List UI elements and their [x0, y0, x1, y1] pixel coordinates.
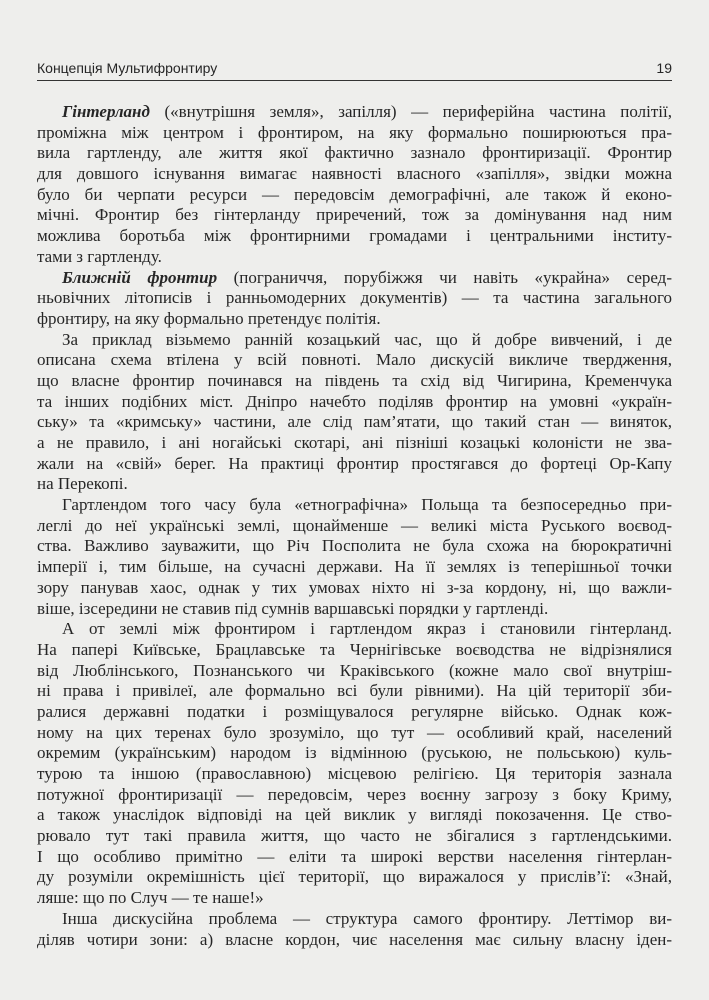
- line-text: а також унаслідок відповіді на цей виклик у вигляді покозачення. Це ство-: [37, 805, 672, 825]
- line-text: фронтиру, на яку формально претендує політія.: [37, 308, 381, 328]
- text-line: [37, 350, 672, 371]
- text-line: [37, 930, 672, 951]
- line-text: Інша дискусійна проблема — структура самого фронтиру. Леттімор ви-: [62, 908, 672, 928]
- text-line: [37, 143, 672, 164]
- line-text: потужної фронтиризації — передовсім, через воєнну загрозу з боку Криму,: [37, 784, 672, 804]
- text-line: [37, 288, 672, 309]
- line-text: що власне фронтир починався на південь та схід від Чигирина, Кременчука: [37, 370, 672, 390]
- line-text: жали на «свій» берег. На практиці фронтир простягався до фортеці Ор-Капу: [37, 453, 672, 473]
- text-line: [37, 536, 672, 557]
- line-text: ства. Важливо зауважити, що Річ Посполита не була схожа на бюрократичні: [37, 536, 672, 556]
- line-text: а не правило, і ані ногайські скотарі, ані пізніші козацькі колоністи не зва-: [37, 433, 672, 452]
- text-line: [37, 454, 672, 475]
- line-text: (пограниччя, порубіжжя чи навіть «украйна» серед-: [217, 267, 672, 287]
- line-text: мічні. Фронтир без гінтерланду приречений, тож за домінування над ним: [37, 205, 672, 225]
- line-text: віше, ізсередини не ставив під сумнів варшавські порядки у гартленді.: [37, 598, 549, 618]
- line-text: від Люблінського, Познанського чи Краківського (кожне мало свої внутріш-: [37, 660, 672, 680]
- line-text: вила гартленду, але життя якої фактично зазнало фронтиризації. Фронтир: [37, 143, 672, 163]
- line-text: було би черпати ресурси — передовсім демографічні, але також й еконо-: [37, 184, 672, 204]
- line-text: ні права і привілеї, але формально всі були рівними). На цій території зби-: [37, 681, 672, 701]
- page-number: 19: [656, 60, 672, 76]
- line-text: («внутрішня земля», запілля) — периферійна частина політії,: [149, 102, 672, 121]
- term-heading: Ближній фронтир: [62, 267, 218, 287]
- text-line: [37, 888, 672, 909]
- text-line: [37, 599, 672, 620]
- text-line: [37, 247, 672, 268]
- text-line: [37, 702, 672, 723]
- running-header: [37, 58, 672, 80]
- line-text: Гартлендом того часу була «етнографічна» Польща та безпосередньо при-: [62, 495, 672, 515]
- text-line: [37, 123, 672, 144]
- text-line: [37, 412, 672, 433]
- line-text: рювало тут такі правила життя, що часто не збігалися з гартлендськими.: [37, 826, 672, 846]
- line-text: ному на цих теренах було зрозуміло, що тут — особливий край, населений: [37, 722, 672, 742]
- text-line: [37, 743, 672, 764]
- line-text: імперії і, тим більше, на сучасні держави. На її землях із теперішньої точки: [37, 557, 672, 577]
- text-line: [37, 433, 672, 454]
- text-line: [37, 805, 672, 826]
- text-line: [37, 268, 672, 289]
- text-line: [37, 661, 672, 682]
- term-heading: Гінтерланд: [62, 102, 150, 121]
- text-line: [37, 909, 672, 930]
- line-text: можлива боротьба між фронтирними громадами і центральними інститу-: [37, 226, 672, 246]
- running-title: Концепція Мультифронтиру: [37, 60, 218, 76]
- text-line: [37, 392, 672, 413]
- line-text: І що особливо примітно — еліти та широкі верстви населення гінтерлан-: [37, 846, 672, 866]
- line-text: на Перекопі.: [37, 474, 128, 494]
- line-text: ралися державні податки і розміщувалося регулярне військо. Однак кож-: [37, 701, 672, 721]
- text-line: [37, 164, 672, 185]
- text-line: [37, 847, 672, 868]
- text-line: [37, 619, 672, 640]
- text-line: [37, 185, 672, 206]
- text-line: [37, 516, 672, 537]
- text-line: [37, 557, 672, 578]
- line-text: діляв чотири зони: а) власне кордон, чиє населення має сильну власну іден-: [37, 929, 672, 949]
- text-line: [37, 826, 672, 847]
- line-text: ську» та «кримську» частини, але слід пам’ятати, що такий стан — виняток,: [37, 412, 672, 432]
- text-line: [37, 371, 672, 392]
- text-line: [37, 102, 672, 123]
- line-text: ньовічних літописів і ранньомодерних документів) — та частина загального: [37, 288, 672, 308]
- line-text: описана схема втілена у всій повноті. Мало дискусій викличе твердження,: [37, 350, 672, 370]
- line-text: проміжна між центром і фронтиром, на яку формально поширюються пра-: [37, 122, 672, 142]
- line-text: та інших подібних міст. Дніпро начебто поділяв фронтир на умовні «україн-: [37, 391, 672, 411]
- line-text: зору панував хаос, однак у тих умовах ніхто ні з-за кордону, ні, що важли-: [37, 577, 672, 597]
- line-text: ду розуміли окремішність цієї території, що виражалося у прислів’ї: «Знай,: [37, 867, 672, 887]
- line-text: тами з гартленду.: [37, 246, 162, 266]
- text-line: [37, 764, 672, 785]
- line-text: А от землі між фронтиром і гартлендом якраз і становили гінтерланд.: [62, 619, 672, 639]
- line-text: ляше: що по Случ — те наше!»: [37, 888, 264, 908]
- line-text: окремим (українським) народом із відмінною (руською, не польською) куль-: [37, 743, 672, 763]
- text-line: [37, 474, 672, 495]
- text-line: [37, 640, 672, 661]
- line-text: турою та іншою (православною) місцевою релігією. Ця територія зазнала: [37, 764, 672, 783]
- text-line: [37, 330, 672, 351]
- text-line: [37, 681, 672, 702]
- body-text: [37, 102, 672, 950]
- line-text: За приклад візьмемо ранній козацький час, що й добре вивчений, і де: [62, 329, 672, 349]
- text-line: [37, 495, 672, 516]
- text-line: [37, 205, 672, 226]
- text-line: [37, 867, 672, 888]
- text-line: [37, 723, 672, 744]
- line-text: леглі до неї українські землі, щонайменше — великі міста Руського воєвод-: [37, 515, 672, 535]
- line-text: для довшого існування вимагає наявності власного «запілля», звідки можна: [37, 164, 672, 184]
- text-line: [37, 785, 672, 806]
- line-text: На папері Київське, Брацлавське та Чернігівське воєводства не відрізнялися: [37, 639, 672, 659]
- text-line: [37, 226, 672, 247]
- header-rule: [37, 80, 672, 81]
- text-line: [37, 578, 672, 599]
- text-line: [37, 309, 672, 330]
